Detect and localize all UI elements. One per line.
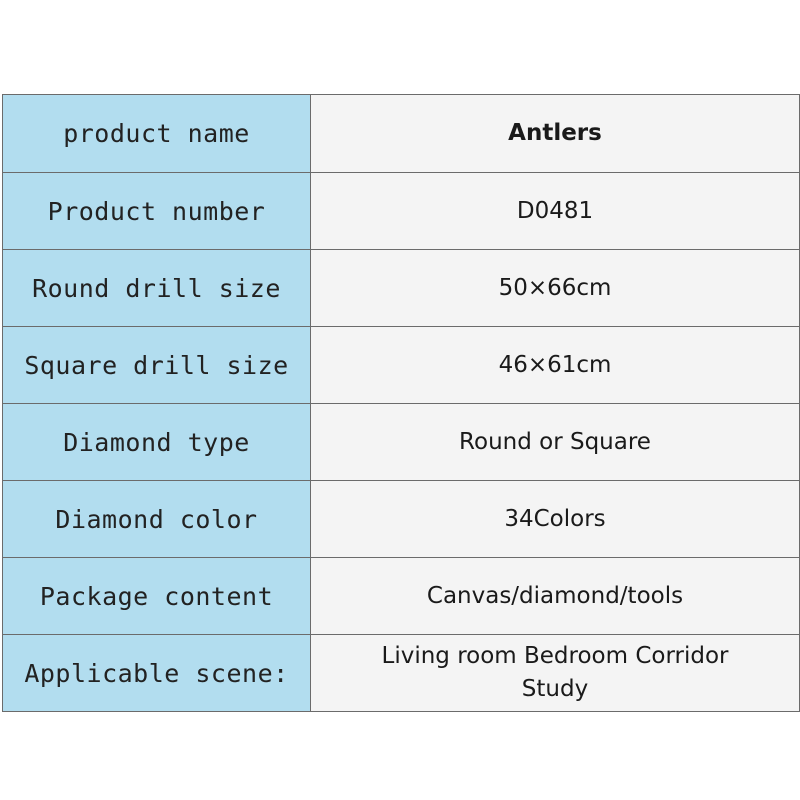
row-label-square-drill-size: Square drill size xyxy=(3,327,311,404)
row-label-package-content: Package content xyxy=(3,558,311,635)
product-spec-table xyxy=(2,94,800,712)
row-label-diamond-type: Diamond type xyxy=(3,404,311,481)
row-label-product-name: product name xyxy=(3,95,311,173)
row-value-applicable-scene xyxy=(311,635,800,712)
table-row-diamond-type xyxy=(3,404,800,481)
table-row-applicable-scene xyxy=(3,635,800,712)
table-row-product-number xyxy=(3,173,800,250)
table-row-round-drill-size xyxy=(3,250,800,327)
row-value-diamond-color: 34Colors xyxy=(311,481,800,558)
row-value-product-number: D0481 xyxy=(311,173,800,250)
row-label-product-number: Product number xyxy=(3,173,311,250)
table-row-square-drill-size xyxy=(3,327,800,404)
table-row-package-content xyxy=(3,558,800,635)
row-value-diamond-type: Round or Square xyxy=(311,404,800,481)
table-row-product-name xyxy=(3,95,800,173)
row-label-round-drill-size: Round drill size xyxy=(3,250,311,327)
applicable-scene-text: Living room Bedroom Corridor Study xyxy=(381,643,729,702)
row-value-round-drill-size: 50×66cm xyxy=(311,250,800,327)
row-value-product-name: Antlers xyxy=(311,95,800,173)
row-value-package-content: Canvas/diamond/tools xyxy=(311,558,800,635)
row-label-diamond-color: Diamond color xyxy=(3,481,311,558)
row-value-square-drill-size: 46×61cm xyxy=(311,327,800,404)
table-row-diamond-color xyxy=(3,481,800,558)
row-label-applicable-scene: Applicable scene: xyxy=(3,635,311,712)
